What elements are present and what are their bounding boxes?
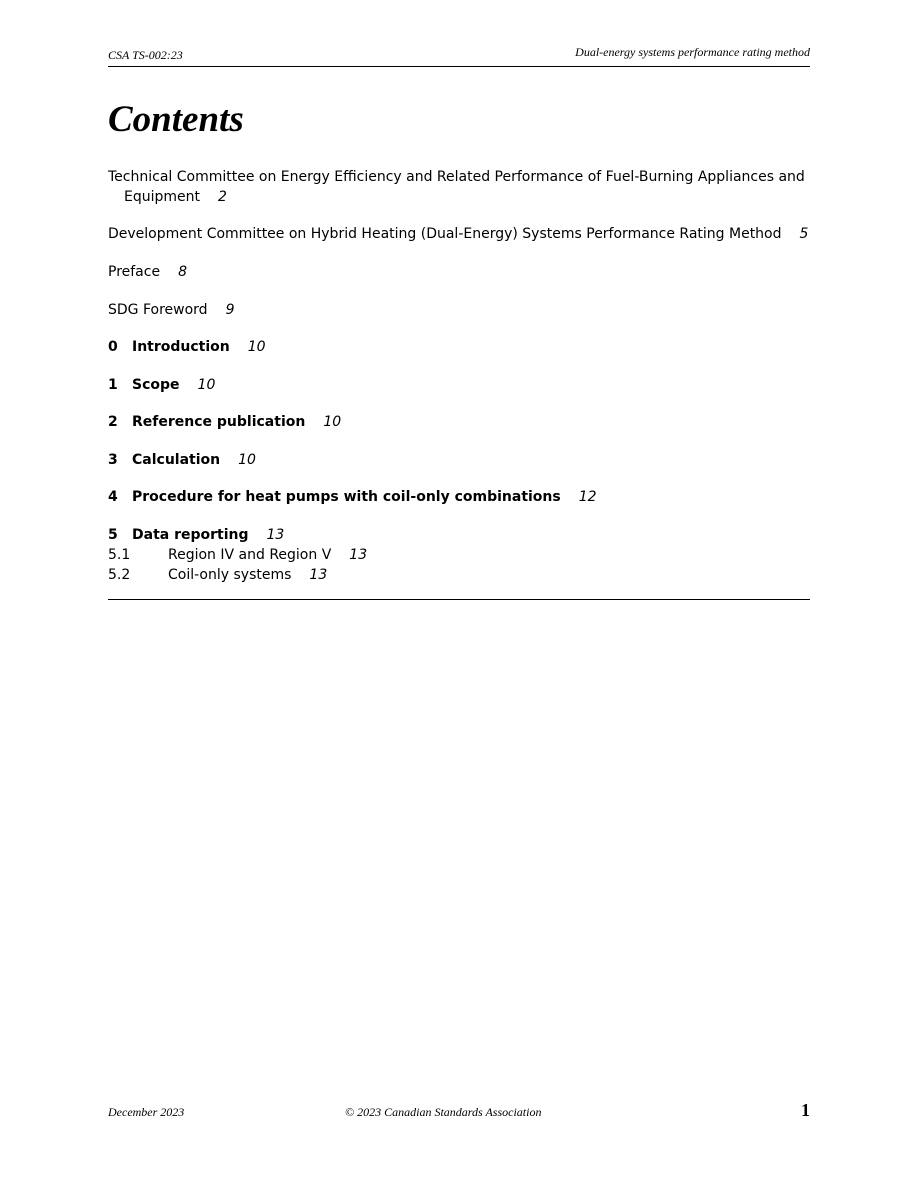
toc-section-number: 3 [108, 452, 118, 468]
toc-page-number: 13 [349, 547, 368, 563]
toc-page-number: 8 [178, 264, 187, 280]
toc-subsection-number: 5.2 [108, 567, 131, 583]
toc-entry-text: Procedure for heat pumps with coil-only combinations [132, 489, 561, 505]
toc-entry-text: Region IV and Region V [168, 547, 332, 563]
running-footer [108, 1100, 810, 1124]
toc-entry-introduction[interactable] [108, 337, 810, 357]
toc-entry-text: SDG Foreword [108, 302, 208, 318]
toc-page-number: 9 [225, 302, 235, 318]
toc-page-number: 10 [323, 414, 342, 430]
toc-entry-development-committee[interactable] [108, 224, 810, 244]
toc-entry-procedure-heat-pumps[interactable] [108, 487, 810, 507]
toc-page-number: 12 [578, 489, 597, 505]
toc-entry-text: Scope [132, 377, 180, 393]
running-header [108, 44, 810, 67]
toc-entry-text: Reference publication [132, 414, 306, 430]
toc-page-number: 5 [799, 226, 809, 242]
toc-section-number: 5 [108, 527, 118, 543]
toc-page-number: 2 [218, 189, 227, 205]
toc-entry-reference-publication[interactable] [108, 412, 810, 432]
contents-end-rule [108, 599, 810, 600]
page-title: Contents [108, 99, 244, 140]
footer-page-number: 1 [801, 1100, 810, 1120]
toc-page-number: 13 [266, 527, 285, 543]
toc-entry-text: Preface [108, 264, 161, 280]
toc-entry-scope[interactable] [108, 375, 810, 395]
toc-section-number: 1 [108, 377, 118, 393]
toc-entry-region-iv-v[interactable] [108, 545, 810, 565]
toc-entry-text-line2: Equipment [124, 189, 200, 205]
toc-entry-text: Calculation [132, 452, 221, 468]
toc-entry-sdg-foreword[interactable] [108, 300, 810, 320]
toc-section-number: 0 [108, 339, 118, 355]
toc-page-number: 10 [247, 339, 266, 355]
header-document-title: Dual-energy systems performance rating method [575, 45, 810, 59]
toc-page-number: 10 [238, 452, 256, 468]
toc-entry-technical-committee[interactable] [108, 167, 810, 207]
toc-entry-coil-only-systems[interactable] [108, 565, 810, 585]
toc-subsection-number: 5.1 [108, 547, 131, 563]
footer-date: December 2023 [108, 1105, 185, 1119]
toc-entry-text-line1: Technical Committee on Energy Efficiency and Related Performance of Fuel-Burning Appliances and [108, 169, 805, 185]
toc-entry-preface[interactable] [108, 262, 810, 282]
toc-entry-data-reporting[interactable] [108, 525, 810, 545]
footer-copyright: © 2023 Canadian Standards Association [345, 1105, 542, 1119]
header-document-id: CSA TS-002:23 [108, 48, 183, 62]
toc-entry-text: Data reporting [132, 527, 249, 543]
toc-entry-text: Introduction [132, 339, 230, 355]
toc-page-number: 10 [197, 377, 216, 393]
toc-page-number: 13 [309, 567, 328, 583]
toc-entry-text: Coil-only systems [168, 567, 292, 583]
toc-section-number: 4 [108, 489, 118, 505]
toc-entry-calculation[interactable] [108, 450, 810, 470]
toc-entry-text: Development Committee on Hybrid Heating (Dual-Energy) Systems Performance Rating Method [108, 226, 782, 242]
toc-section-number: 2 [108, 414, 118, 430]
